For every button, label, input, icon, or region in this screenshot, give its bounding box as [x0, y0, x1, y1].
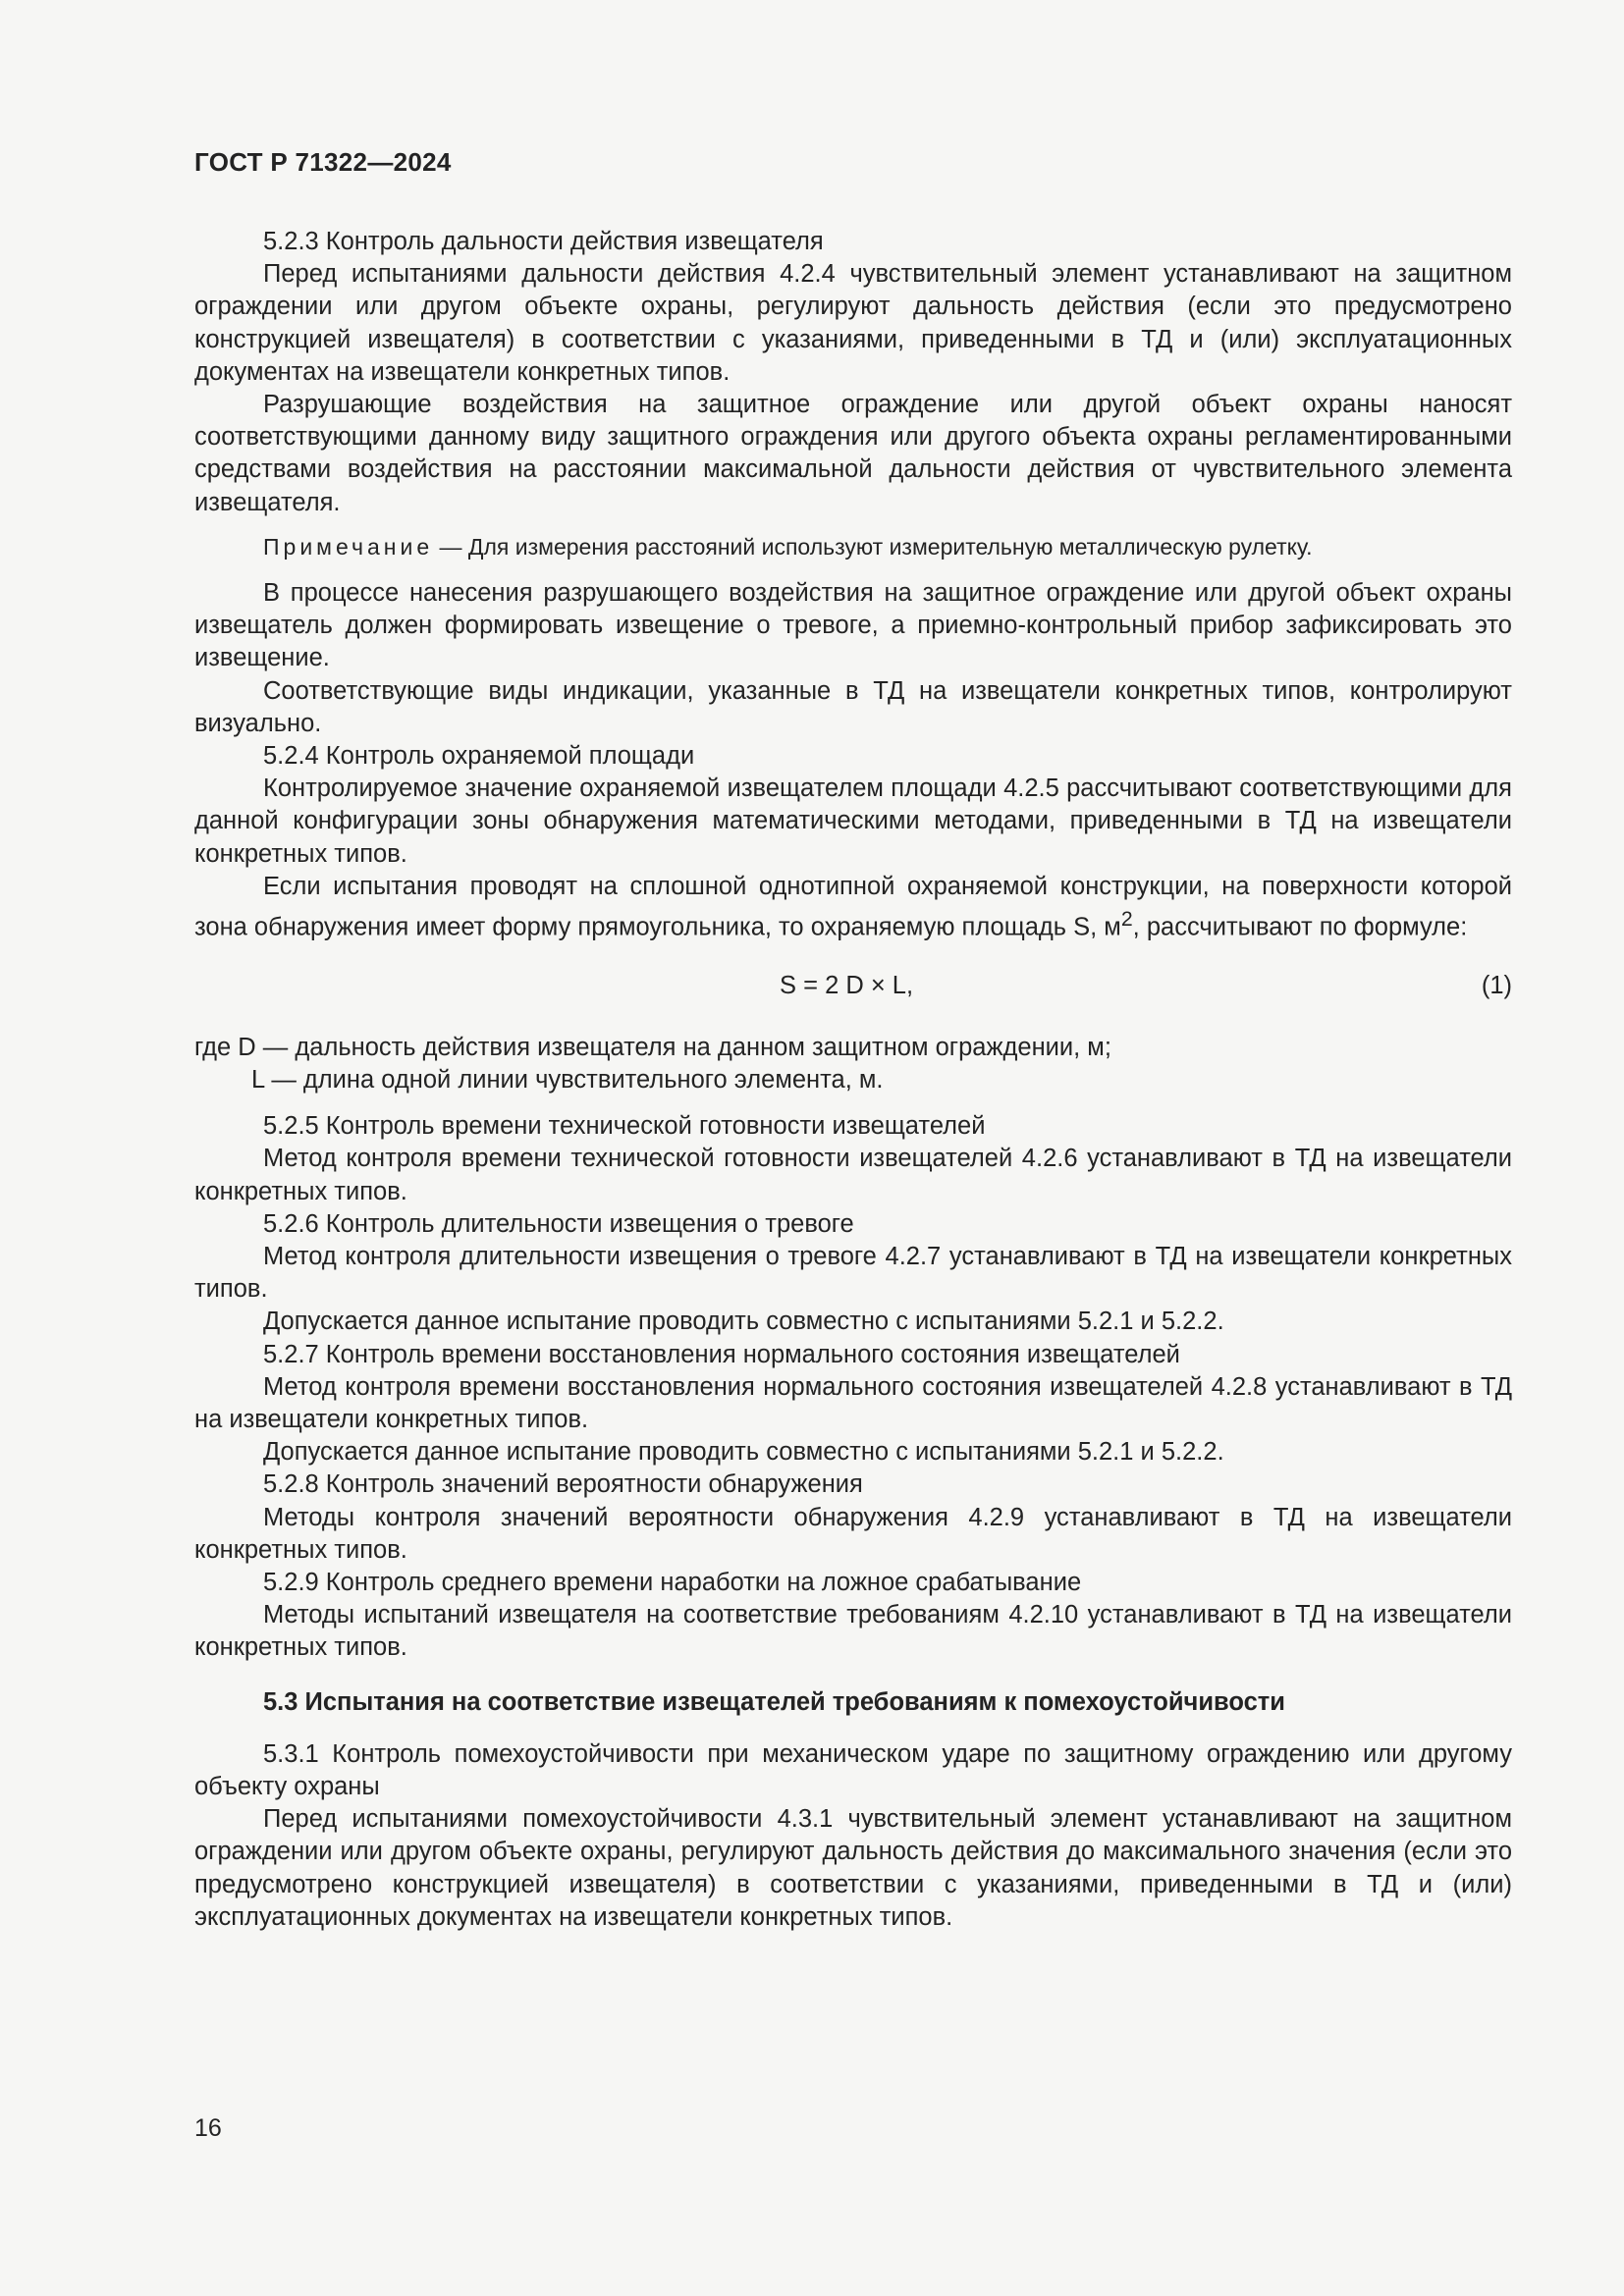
spacer — [194, 1096, 1512, 1110]
paragraph-2-part-a: Если испытания проводят на сплошной однотипной охраняемой конструкции, на поверхности которой зона обнаружения имеет форму прямоугольника, то охраняемую площадь S, м — [194, 872, 1512, 941]
section-5-2-7-title: 5.2.7 Контроль времени восстановления нормального состояния извещателей — [263, 1340, 1180, 1368]
where-l: L — длина одной линии чувствительного элемента, м. — [251, 1065, 884, 1094]
section-5-2-7-paragraph-2: Допускается данное испытание проводить совместно с испытаниями 5.2.1 и 5.2.2. — [263, 1438, 1224, 1467]
section-5-2-3-title: 5.2.3 Контроль дальности действия извещателя — [263, 228, 824, 255]
section-5-3-title: 5.3 Испытания на соответствие извещателей требованиям к помехоустойчивости — [263, 1687, 1285, 1716]
section-5-2-4-title: 5.2.4 Контроль охраняемой площади — [263, 742, 695, 771]
section-5-2-6-paragraph-1: Метод контроля длительности извещения о тревоге 4.2.7 устанавливают в ТД на извещатели конкретных типов. — [194, 1242, 1512, 1304]
section-5-2-6-title: 5.2.6 Контроль длительности извещения о тревоге — [263, 1209, 854, 1238]
document-body — [194, 226, 1512, 1934]
section-5-2-3-paragraph-3: В процессе нанесения разрушающего воздействия на защитное ограждение или другой объект охраны извещатель должен формировать извещение о тревоге, а приемно-контрольный прибор зафиксировать это извещение. — [194, 579, 1512, 672]
section-5-2-8-title: 5.2.8 Контроль значений вероятности обнаружения — [263, 1470, 863, 1499]
formula-expression: S = 2 D × L, — [780, 971, 914, 999]
section-5-2-4-paragraph-2 — [194, 871, 1512, 944]
section-5-2-3-paragraph-4: Соответствующие виды индикации, указанные в ТД на извещатели конкретных типов, контролируют визуально. — [194, 676, 1512, 737]
section-5-3-1-title: 5.3.1 Контроль помехоустойчивости при механическом ударе по защитному ограждению или другому объекту охраны — [194, 1739, 1512, 1801]
section-5-2-3-paragraph-1: Перед испытаниями дальности действия 4.2.4 чувствительный элемент устанавливают на защитном ограждении или другом объекте охраны, регулируют дальность действия (если это предусмотрено конструкцией извещателя) в соответствии с указаниями, приведенными в ТД и (или) эксплуатационных документах на извещатели конкретных типов. — [194, 260, 1512, 386]
section-5-2-5-title: 5.2.5 Контроль времени технической готовности извещателей — [263, 1112, 986, 1141]
formula-number: (1) — [1481, 971, 1512, 999]
section-5-2-4-paragraph-1: Контролируемое значение охраняемой извещателем площади 4.2.5 рассчитывают соответствующими для данной конфигурации зоны обнаружения математическими методами, приведенными в ТД на извещатели конкретных типов. — [194, 774, 1512, 868]
note-label: Примечание — [263, 533, 434, 560]
section-5-2-5-paragraph-1: Метод контроля времени технической готовности извещателей 4.2.6 устанавливают в ТД на извещатели конкретных типов. — [194, 1145, 1512, 1205]
note-text: — Для измерения расстояний используют измерительную металлическую рулетку. — [433, 533, 1313, 560]
section-5-3-1-paragraph-1: Перед испытаниями помехоустойчивости 4.3.1 чувствительный элемент устанавливают на защитном ограждении или другом объекте охраны, регулируют дальность действия до максимального значения (если это предусмотрено конструкцией извещателя) в соответствии с указаниями, приведенными в ТД и (или) эксплуатационных документах на извещатели конкретных типов. — [194, 1805, 1512, 1931]
page-number: 16 — [194, 2114, 222, 2142]
section-5-2-7-paragraph-1: Метод контроля времени восстановления нормального состояния извещателей 4.2.8 устанавливают в ТД на извещатели конкретных типов. — [194, 1372, 1512, 1433]
section-5-2-9-paragraph-1: Методы испытаний извещателя на соответствие требованиям 4.2.10 устанавливают в ТД на извещатели конкретных типов. — [194, 1601, 1512, 1662]
document-code-header: ГОСТ Р 71322—2024 — [194, 147, 452, 177]
section-5-2-9-title: 5.2.9 Контроль среднего времени наработки на ложное срабатывание — [263, 1569, 1082, 1597]
paragraph-2-part-b: , рассчитывают по формуле: — [1132, 913, 1468, 941]
section-5-2-6-paragraph-2: Допускается данное испытание проводить совместно с испытаниями 5.2.1 и 5.2.2. — [263, 1308, 1224, 1336]
section-5-2-8-paragraph-1: Методы контроля значений вероятности обнаружения 4.2.9 устанавливают в ТД на извещатели конкретных типов. — [194, 1503, 1512, 1564]
note — [194, 531, 1512, 563]
section-5-2-3-paragraph-2: Разрушающие воздействия на защитное ограждение или другой объект охраны наносят соответствующими данному виду защитного ограждения или другого объекта охраны регламентированными средствами воздействия на расстоянии максимальной дальности действия от чувствительного элемента извещателя. — [194, 391, 1512, 516]
formula-1 — [194, 970, 1512, 1002]
where-d: где D — дальность действия извещателя на данном защитном ограждении, м; — [194, 1033, 1111, 1061]
superscript-2: 2 — [1120, 907, 1133, 932]
